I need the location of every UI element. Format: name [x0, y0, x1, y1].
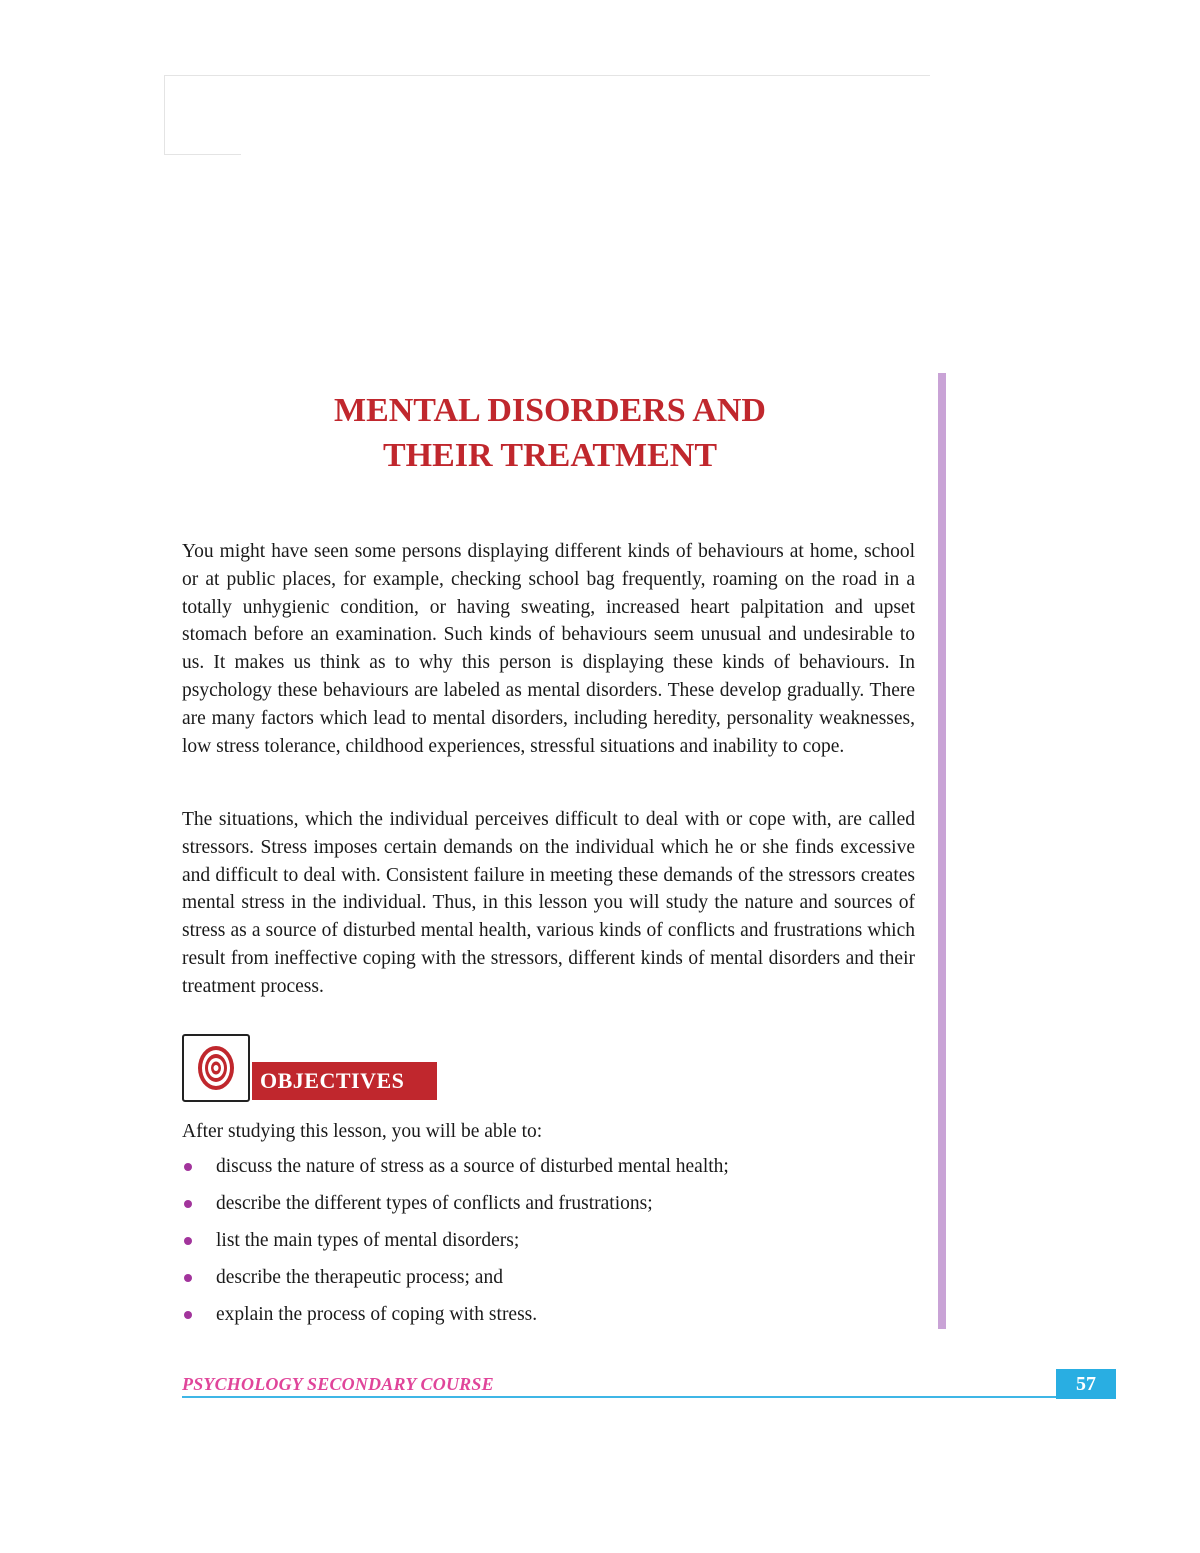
- objective-item: [182, 1190, 915, 1227]
- objective-text: describe the different types of conflicts and frustrations;: [216, 1193, 653, 1214]
- objective-item: [182, 1227, 915, 1264]
- objectives-intro: After studying this lesson, you will be able to:: [182, 1121, 543, 1142]
- objective-item: [182, 1301, 915, 1338]
- objective-text: describe the therapeutic process; and: [216, 1267, 503, 1288]
- objective-text: list the main types of mental disorders;: [216, 1230, 520, 1251]
- page-frame-left-line: [164, 75, 165, 154]
- bullet-icon: [184, 1200, 192, 1208]
- bullet-icon: [184, 1274, 192, 1282]
- bullet-icon: [184, 1163, 192, 1171]
- bullet-icon: [184, 1311, 192, 1319]
- objective-item: [182, 1153, 915, 1190]
- objectives-heading: OBJECTIVES: [252, 1062, 437, 1100]
- footer-rule: [182, 1396, 1056, 1398]
- target-icon: [197, 1045, 235, 1091]
- objective-item: [182, 1264, 915, 1301]
- footer-course-title: PSYCHOLOGY SECONDARY COURSE: [182, 1374, 494, 1394]
- objective-text: discuss the nature of stress as a source of disturbed mental health;: [216, 1156, 729, 1177]
- objectives-icon-box: [182, 1034, 250, 1102]
- objectives-list: [182, 1153, 915, 1338]
- chapter-title-line-1: MENTAL DISORDERS AND: [333, 392, 766, 429]
- intro-paragraph-1: You might have seen some persons displaying different kinds of behaviours at home, school or at public places, for example, checking school bag frequently, roaming on the road in a totally unhygienic condition, or having sweating, increased heart palpitation and upset stomach before an examination. Such kinds of behaviours seem unusual and undesirable to us. It makes us think as to why this person is displaying these kinds of behaviours. In psychology these behaviours are labeled as mental disorders. These develop gradually. There are many factors which lead to mental disorders, including heredity, personality weaknesses, low stress tolerance, childhood experiences, stressful situations and inability to cope.: [182, 541, 915, 757]
- chapter-title-line-2: THEIR TREATMENT: [382, 437, 718, 474]
- page-frame-corner-line: [164, 154, 241, 155]
- page-frame-top-line: [164, 75, 930, 76]
- page-number: 57: [1056, 1369, 1116, 1399]
- bullet-icon: [184, 1237, 192, 1245]
- objective-text: explain the process of coping with stress.: [216, 1304, 538, 1325]
- intro-paragraph-2: The situations, which the individual perceives difficult to deal with or cope with, are called stressors. Stress imposes certain demands on the individual which he or she finds excessive and difficult to deal with. Consistent failure in meeting these demands of the stressors creates mental stress in the individual. Thus, in this lesson you will study the nature and sources of stress as a source of disturbed mental health, various kinds of conflicts and frustrations which result from ineffective coping with the stressors, different kinds of mental disorders and their treatment process.: [182, 809, 915, 997]
- margin-side-rule: [938, 373, 946, 1329]
- chapter-title: [180, 388, 920, 478]
